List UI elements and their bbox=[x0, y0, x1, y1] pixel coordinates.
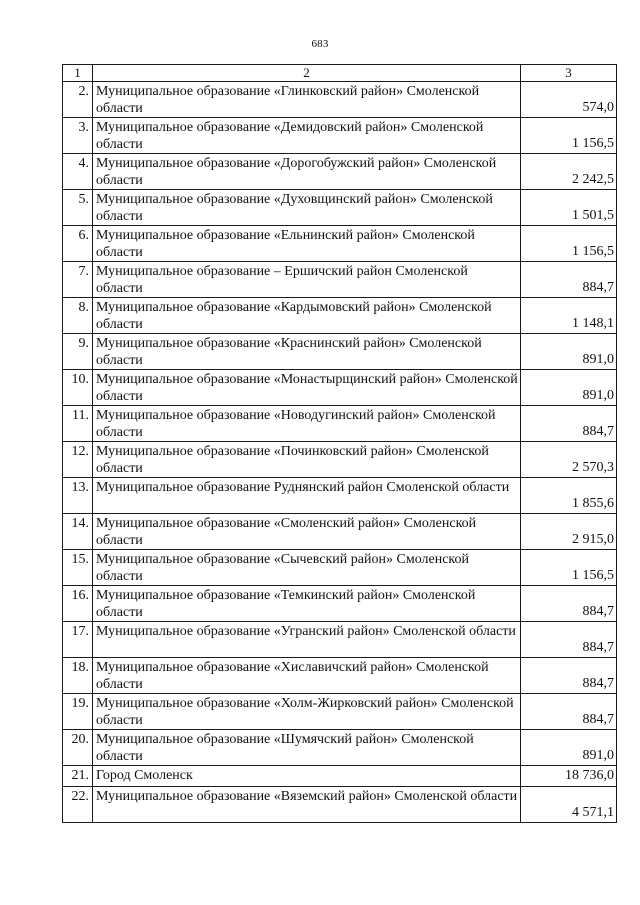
row-number: 21. bbox=[63, 766, 93, 787]
row-amount: 4 571,1 bbox=[521, 787, 617, 823]
row-municipality-name: Город Смоленск bbox=[93, 766, 521, 787]
row-amount: 1 501,5 bbox=[521, 190, 617, 226]
row-municipality-name: Муниципальное образование «Новодугинский район» Смоленской области bbox=[93, 406, 521, 442]
row-municipality-name: Муниципальное образование «Ельнинский район» Смоленской области bbox=[93, 226, 521, 262]
table-row bbox=[63, 787, 617, 823]
row-amount: 2 570,3 bbox=[521, 442, 617, 478]
table-row bbox=[63, 514, 617, 550]
row-amount: 1 156,5 bbox=[521, 118, 617, 154]
row-municipality-name: Муниципальное образование «Вяземский район» Смоленской области bbox=[93, 787, 521, 823]
row-number: 8. bbox=[63, 298, 93, 334]
table-row bbox=[63, 298, 617, 334]
row-number: 19. bbox=[63, 694, 93, 730]
table-row bbox=[63, 262, 617, 298]
page-number: 683 bbox=[311, 38, 329, 50]
row-municipality-name: Муниципальное образование «Починковский район» Смоленской области bbox=[93, 442, 521, 478]
row-municipality-name: Муниципальное образование «Хиславичский район» Смоленской области bbox=[93, 658, 521, 694]
row-municipality-name: Муниципальное образование «Холм-Жирковский район» Смоленской области bbox=[93, 694, 521, 730]
table-header bbox=[63, 65, 617, 82]
row-amount: 891,0 bbox=[521, 370, 617, 406]
table-row bbox=[63, 658, 617, 694]
table-row bbox=[63, 154, 617, 190]
row-amount: 1 148,1 bbox=[521, 298, 617, 334]
row-amount: 1 156,5 bbox=[521, 226, 617, 262]
row-amount: 884,7 bbox=[521, 586, 617, 622]
row-number: 22. bbox=[63, 787, 93, 823]
row-municipality-name: Муниципальное образование «Сычевский район» Смоленской области bbox=[93, 550, 521, 586]
row-number: 18. bbox=[63, 658, 93, 694]
row-municipality-name: Муниципальное образование «Угранский район» Смоленской области bbox=[93, 622, 521, 658]
row-municipality-name: Муниципальное образование «Кардымовский район» Смоленской области bbox=[93, 298, 521, 334]
row-amount: 884,7 bbox=[521, 262, 617, 298]
table-body bbox=[63, 82, 617, 823]
row-amount: 884,7 bbox=[521, 694, 617, 730]
row-number: 7. bbox=[63, 262, 93, 298]
row-amount: 891,0 bbox=[521, 334, 617, 370]
row-number: 2. bbox=[63, 82, 93, 118]
row-number: 20. bbox=[63, 730, 93, 766]
table-row bbox=[63, 730, 617, 766]
header-row bbox=[63, 65, 617, 82]
row-number: 5. bbox=[63, 190, 93, 226]
row-number: 6. bbox=[63, 226, 93, 262]
row-amount: 2 242,5 bbox=[521, 154, 617, 190]
row-municipality-name: Муниципальное образование «Краснинский район» Смоленской области bbox=[93, 334, 521, 370]
row-number: 4. bbox=[63, 154, 93, 190]
table-row bbox=[63, 370, 617, 406]
table-row bbox=[63, 478, 617, 514]
table-row bbox=[63, 406, 617, 442]
table-row bbox=[63, 622, 617, 658]
row-municipality-name: Муниципальное образование Руднянский район Смоленской области bbox=[93, 478, 521, 514]
row-municipality-name: Муниципальное образование «Шумячский район» Смоленской области bbox=[93, 730, 521, 766]
allocation-table bbox=[62, 64, 617, 823]
table-row bbox=[63, 334, 617, 370]
row-municipality-name: Муниципальное образование – Ершичский район Смоленской области bbox=[93, 262, 521, 298]
column-header-number: 1 bbox=[63, 65, 93, 82]
row-number: 3. bbox=[63, 118, 93, 154]
row-municipality-name: Муниципальное образование «Духовщинский район» Смоленской области bbox=[93, 190, 521, 226]
row-amount: 891,0 bbox=[521, 730, 617, 766]
row-amount: 884,7 bbox=[521, 622, 617, 658]
table-row bbox=[63, 694, 617, 730]
row-municipality-name: Муниципальное образование «Смоленский район» Смоленской области bbox=[93, 514, 521, 550]
row-amount: 1 855,6 bbox=[521, 478, 617, 514]
table-row bbox=[63, 82, 617, 118]
row-municipality-name: Муниципальное образование «Темкинский район» Смоленской области bbox=[93, 586, 521, 622]
row-number: 9. bbox=[63, 334, 93, 370]
row-amount: 18 736,0 bbox=[521, 766, 617, 787]
row-number: 10. bbox=[63, 370, 93, 406]
row-amount: 1 156,5 bbox=[521, 550, 617, 586]
table-row bbox=[63, 118, 617, 154]
row-amount: 2 915,0 bbox=[521, 514, 617, 550]
column-header-name: 2 bbox=[93, 65, 521, 82]
row-number: 11. bbox=[63, 406, 93, 442]
row-amount: 884,7 bbox=[521, 658, 617, 694]
row-municipality-name: Муниципальное образование «Монастырщинский район» Смоленской области bbox=[93, 370, 521, 406]
row-municipality-name: Муниципальное образование «Демидовский район» Смоленской области bbox=[93, 118, 521, 154]
table-row bbox=[63, 586, 617, 622]
row-amount: 574,0 bbox=[521, 82, 617, 118]
row-number: 17. bbox=[63, 622, 93, 658]
row-municipality-name: Муниципальное образование «Дорогобужский район» Смоленской области bbox=[93, 154, 521, 190]
column-header-value: 3 bbox=[521, 65, 617, 82]
row-number: 14. bbox=[63, 514, 93, 550]
row-amount: 884,7 bbox=[521, 406, 617, 442]
table-row bbox=[63, 190, 617, 226]
table-row bbox=[63, 442, 617, 478]
table-row bbox=[63, 766, 617, 787]
row-number: 15. bbox=[63, 550, 93, 586]
table-row bbox=[63, 226, 617, 262]
table-row bbox=[63, 550, 617, 586]
row-number: 13. bbox=[63, 478, 93, 514]
row-number: 16. bbox=[63, 586, 93, 622]
row-number: 12. bbox=[63, 442, 93, 478]
row-municipality-name: Муниципальное образование «Глинковский район» Смоленской области bbox=[93, 82, 521, 118]
